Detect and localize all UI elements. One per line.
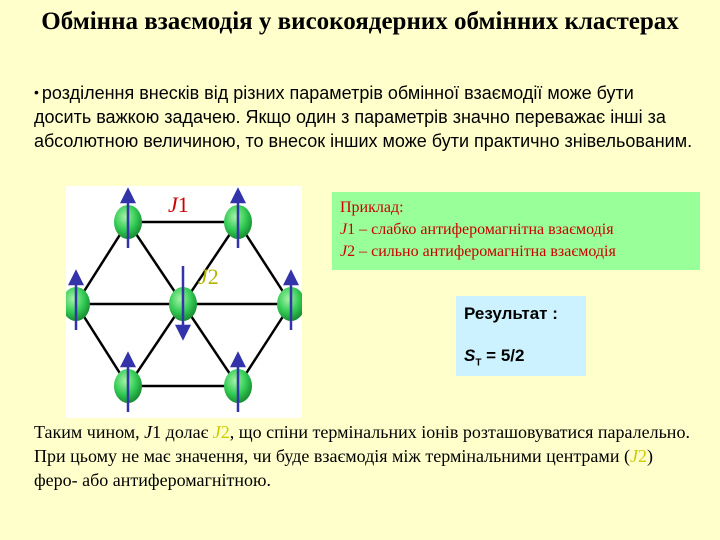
- example-line-j2: J2 – сильно антиферомагнітна взаємодія: [340, 243, 616, 260]
- result-label: Результат :: [464, 304, 558, 323]
- result-value: $S_T = 5/2$: [464, 346, 525, 369]
- intro-text: розділення внесків від різних параметрів обмінної взаємодії може бути досить важкою задачею. Якщо один з параметрів значно переважає інші за абсолютною величиною, то внесок інших може бути практично знівельованим.: [34, 83, 693, 151]
- bullet: •: [34, 84, 39, 100]
- page-title: Обмінна взаємодія у високоядерних обмінних кластерах: [41, 8, 679, 35]
- spin-cluster-diagram: [66, 186, 302, 418]
- example-box: [332, 192, 700, 270]
- example-heading: Приклад:: [340, 199, 404, 216]
- example-line-j1: J1 – слабко антиферомагнітна взаємодія: [340, 221, 614, 238]
- intro-paragraph: [34, 80, 694, 153]
- label-j2: J2: [198, 264, 219, 289]
- cluster-svg: [66, 186, 302, 418]
- conclusion-paragraph: Таким чином, J1 долає J2, що спіни термінальних іонів розташовуватися паралельно. При цьому не має значення, чи буде взаємодія між термінальними центрами (J2) феро- або антиферомагнітною.: [34, 422, 690, 490]
- result-box: [456, 296, 586, 376]
- label-j1: J1: [168, 192, 189, 217]
